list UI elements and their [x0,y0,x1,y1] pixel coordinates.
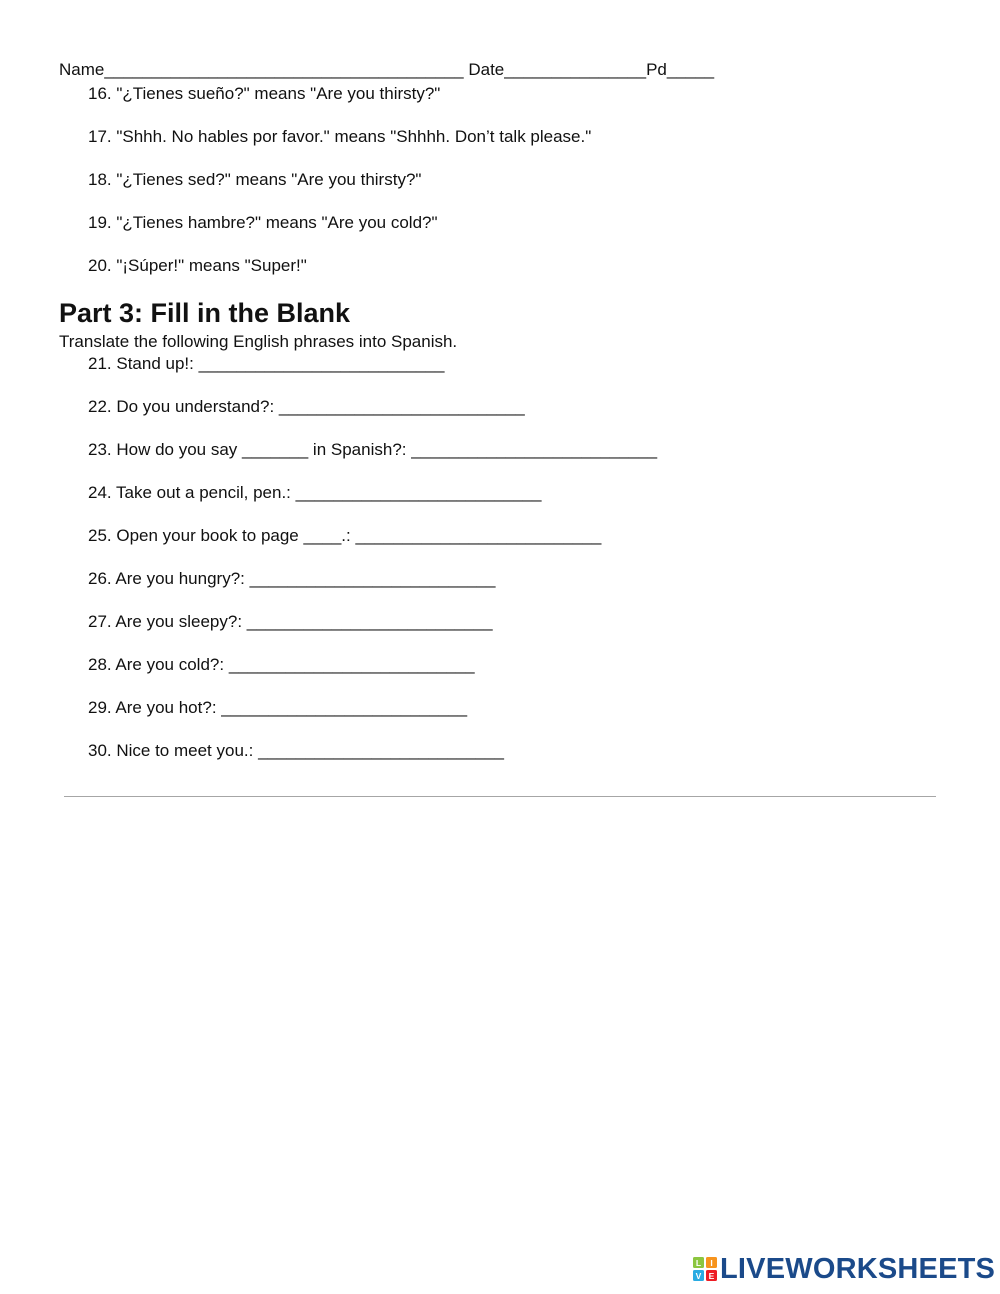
logo-letter-l: L [695,1258,702,1268]
fill-blank-26: 26. Are you hungry?: __________________________ [88,569,496,588]
liveworksheets-brand [693,1253,995,1285]
fill-blank-30: 30. Nice to meet you.: __________________________ [88,741,504,760]
section-divider [64,796,936,797]
fill-blank-28: 28. Are you cold?: __________________________ [88,655,475,674]
fill-blank-23: 23. How do you say _______ in Spanish?: __________________________ [88,440,658,459]
liveworksheets-wordmark: LIVEWORKSHEETS [720,1252,996,1285]
logo-letter-v: V [695,1271,702,1281]
statement-17: 17. "Shhh. No hables por favor." means "Shhhh. Don’t talk please." [88,127,592,146]
logo-letter-i: I [710,1258,713,1268]
fill-blank-25: 25. Open your book to page ____.: __________________________ [88,526,602,545]
part-3-heading: Part 3: Fill in the Blank [59,298,351,328]
fill-blank-24: 24. Take out a pencil, pen.: __________________________ [88,483,542,502]
fill-blank-22: 22. Do you understand?: __________________________ [88,397,525,416]
name-date-period-line: Name______________________________________ Date_______________Pd_____ [59,60,715,79]
logo-letter-e: E [708,1271,715,1281]
part-3-instructions: Translate the following English phrases into Spanish. [59,332,458,351]
statement-18: 18. "¿Tienes sed?" means "Are you thirsty?" [88,170,422,189]
statement-16: 16. "¿Tienes sueño?" means "Are you thirsty?" [88,84,441,103]
fill-blank-29: 29. Are you hot?: __________________________ [88,698,468,717]
statement-20: 20. "¡Súper!" means "Super!" [88,256,307,275]
fill-blank-21: 21. Stand up!: __________________________ [88,354,445,373]
fill-blank-27: 27. Are you sleepy?: __________________________ [88,612,493,631]
statement-19: 19. "¿Tienes hambre?" means "Are you cold?" [88,213,438,232]
liveworksheets-logo-icon [693,1257,717,1281]
